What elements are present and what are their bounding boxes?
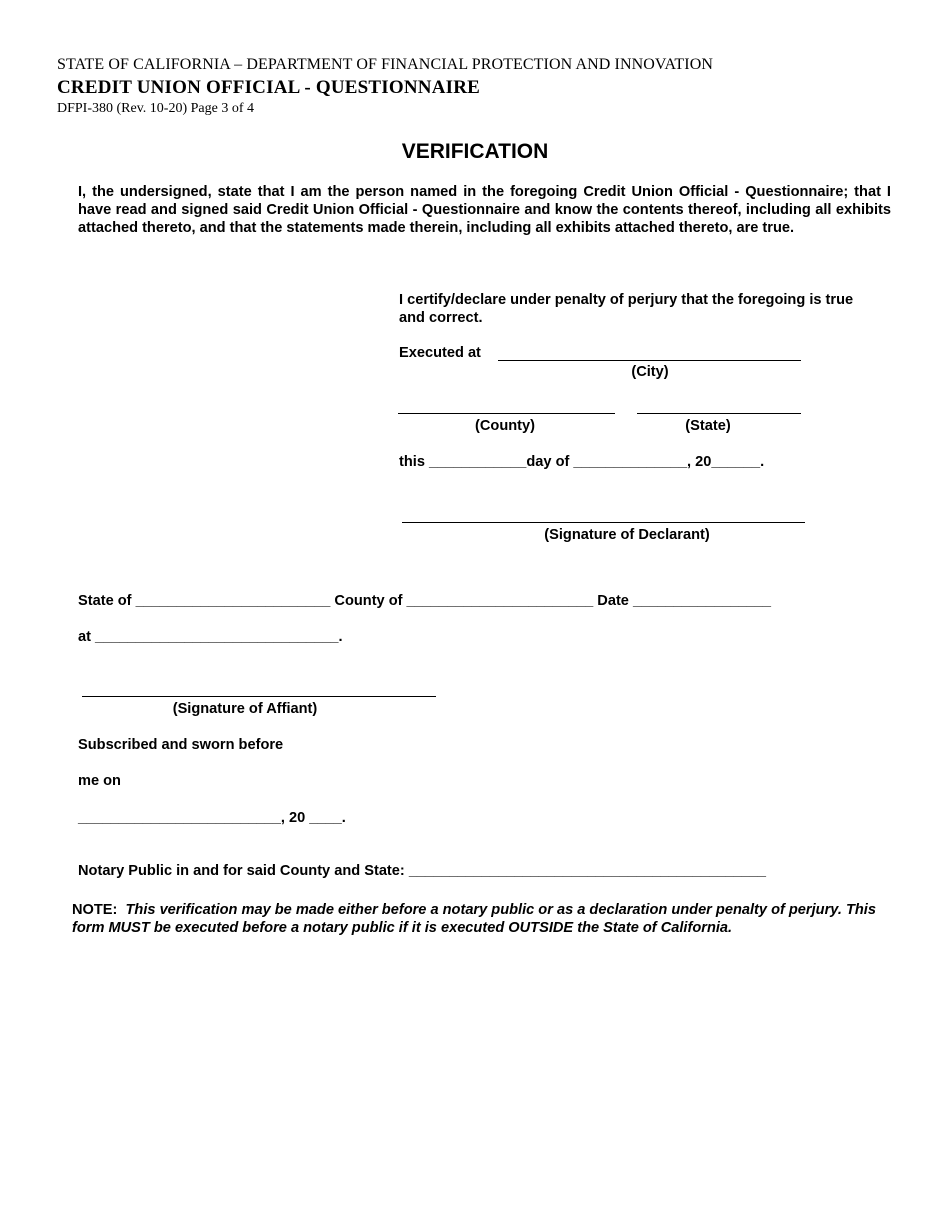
county-caption: (County) — [475, 418, 535, 434]
city-field-line[interactable] — [498, 360, 801, 361]
state-field-line[interactable] — [637, 413, 801, 414]
affiant-signature-line[interactable] — [82, 696, 436, 697]
form-id: DFPI-380 (Rev. 10-20) Page 3 of 4 — [57, 101, 255, 116]
state-caption: (State) — [685, 418, 731, 434]
note — [72, 901, 902, 937]
affiant-signature-caption: (Signature of Affiant) — [172, 701, 318, 717]
notary-public-line[interactable]: Notary Public in and for said County and State: ____________________________________________ — [78, 863, 766, 879]
agency-header: STATE OF CALIFORNIA – DEPARTMENT OF FINANCIAL PROTECTION AND INNOVATION — [57, 56, 714, 73]
execution-date-line[interactable]: this ____________day of ______________, 20______. — [399, 454, 765, 470]
state-county-date-line[interactable]: State of ________________________ County of _______________________ Date _________________ — [78, 593, 771, 609]
form-title: CREDIT UNION OFFICIAL - QUESTIONNAIRE — [57, 77, 481, 98]
certify-statement: I certify/declare under penalty of perjury that the foregoing is true and correct. — [399, 292, 854, 326]
me-on-label: me on — [78, 773, 121, 789]
page-title: VERIFICATION — [401, 140, 549, 163]
subscribed-label: Subscribed and sworn before — [78, 737, 284, 753]
declarant-signature-caption: (Signature of Declarant) — [544, 527, 710, 543]
sworn-date-line[interactable]: _________________________, 20 ____. — [78, 810, 346, 826]
city-caption: (City) — [631, 364, 669, 380]
intro-statement: I, the undersigned, state that I am the person named in the foregoing Credit Union Official - Questionnaire; that I have read and signed said Credit Union Official - Questionnaire and know the contents thereof, including all exhibits attached thereto, and that the statements made therein, including all exhibits attached thereto, are true. — [78, 184, 891, 236]
county-field-line[interactable] — [398, 413, 615, 414]
declarant-signature-line[interactable] — [402, 522, 805, 523]
note-text: This verification may be made either before a notary public or as a declaration under penalty of perjury. This form MUST be executed before a notary public if it is executed OUTSIDE the State of California. — [72, 902, 876, 936]
note-label: NOTE: — [72, 902, 118, 918]
executed-at-label: Executed at — [399, 345, 481, 361]
at-location-line[interactable]: at ______________________________. — [78, 629, 343, 645]
